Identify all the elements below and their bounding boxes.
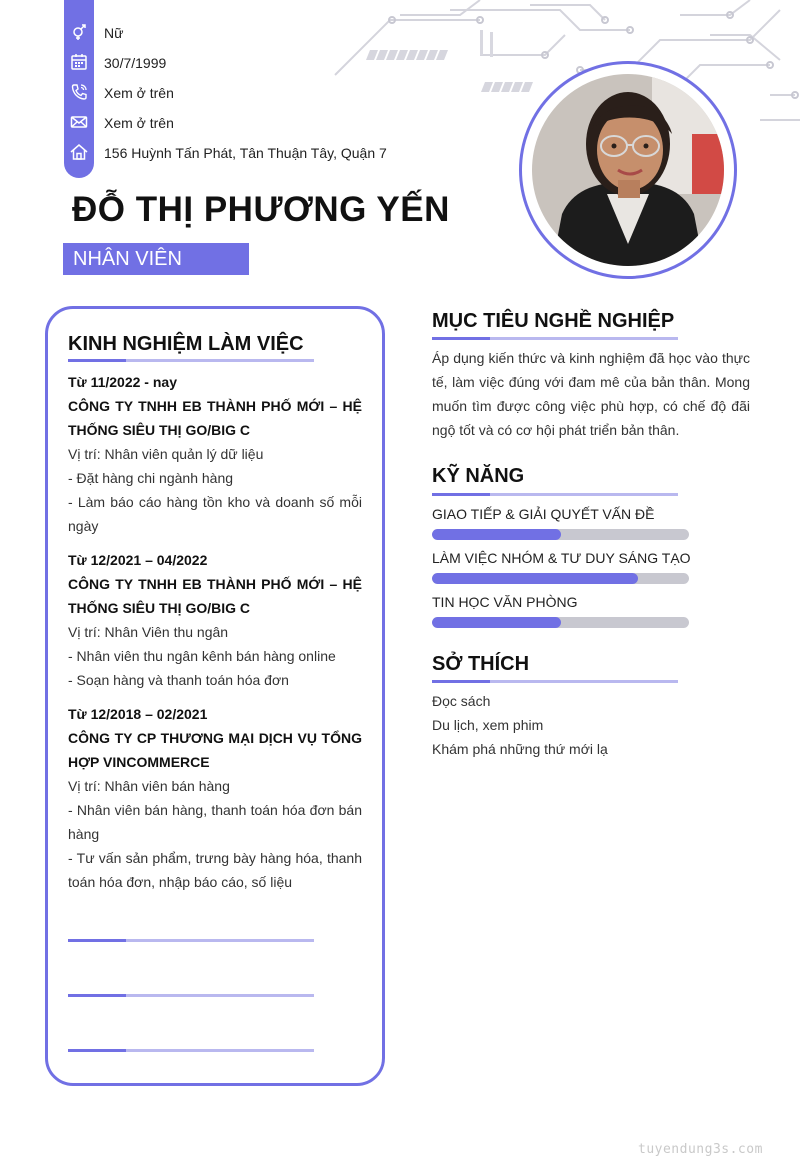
- experience-date: Từ 12/2021 – 04/2022: [68, 552, 208, 568]
- avatar: [532, 74, 724, 266]
- email-icon: [69, 112, 89, 132]
- experience-underline: [68, 359, 314, 362]
- experience-date: Từ 12/2018 – 02/2021: [68, 706, 208, 722]
- objective-text: Áp dụng kiến thức và kinh nghiệm đã học vào thực tế, làm việc đúng với đam mê của bản thân. Mong muốn tìm được công việc phù hợp, có chế độ đãi ngộ tốt và có cơ hội phát triển bản thân.: [432, 350, 750, 438]
- watermark: tuyendung3s.com: [638, 1142, 763, 1157]
- skill-label: LÀM VIỆC NHÓM & TƯ DUY SÁNG TẠO: [432, 550, 691, 566]
- contact-address: 156 Huỳnh Tấn Phát, Tân Thuận Tây, Quận 7: [104, 145, 387, 161]
- experience-item: [68, 702, 362, 894]
- hobbies-heading: SỞ THÍCH: [432, 653, 530, 675]
- home-icon: [69, 142, 89, 162]
- experience-company: CÔNG TY CP THƯƠNG MẠI DỊCH VỤ TỔNG HỢP VINCOMMERCE: [68, 730, 362, 770]
- skill-bar-fill: [432, 529, 561, 540]
- job-title-badge: [63, 243, 249, 275]
- empty-section-divider: [68, 994, 314, 997]
- hobbies-underline: [432, 680, 678, 683]
- contact-gender: Nữ: [104, 25, 124, 41]
- contact-bar: [64, 0, 94, 178]
- hobby-item: Du lịch, xem phim: [432, 717, 544, 733]
- skill-bar-fill: [432, 573, 638, 584]
- empty-section-divider: [68, 939, 314, 942]
- job-title: NHÂN VIÊN: [73, 248, 182, 270]
- hobby-item: Đọc sách: [432, 693, 491, 709]
- objective-underline: [432, 337, 678, 340]
- experience-line: - Tư vấn sản phẩm, trưng bày hàng hóa, thanh toán hóa đơn, nhập báo cáo, số liệu: [68, 850, 362, 890]
- avatar-illustration: [532, 74, 724, 266]
- experience-company: CÔNG TY TNHH EB THÀNH PHỐ MỚI – HỆ THỐNG SIÊU THỊ GO/BIG C: [68, 398, 362, 438]
- experience-line: - Nhân viên thu ngân kênh bán hàng online: [68, 648, 336, 664]
- gender-icon: [69, 22, 89, 42]
- candidate-name: ĐỖ THỊ PHƯƠNG YẾN: [72, 190, 450, 229]
- experience-company: CÔNG TY TNHH EB THÀNH PHỐ MỚI – HỆ THỐNG SIÊU THỊ GO/BIG C: [68, 576, 362, 616]
- experience-heading: KINH NGHIỆM LÀM VIỆC: [68, 333, 304, 355]
- empty-section-divider: [68, 1049, 314, 1052]
- calendar-icon: [69, 52, 89, 72]
- skills-underline: [432, 493, 678, 496]
- objective-heading: MỤC TIÊU NGHỀ NGHIỆP: [432, 310, 675, 332]
- skill-bar: [432, 617, 689, 628]
- experience-line: Vị trí: Nhân Viên thu ngân: [68, 624, 229, 640]
- experience-line: - Soạn hàng và thanh toán hóa đơn: [68, 672, 289, 688]
- skill-label: GIAO TIẾP & GIẢI QUYẾT VẤN ĐỀ: [432, 506, 655, 522]
- skill-bar: [432, 529, 689, 540]
- skill-bar-fill: [432, 617, 561, 628]
- skill-bar: [432, 573, 689, 584]
- hobby-item: Khám phá những thứ mới lạ: [432, 741, 608, 757]
- experience-list: [68, 370, 362, 904]
- experience-line: - Đặt hàng chi ngành hàng: [68, 470, 234, 486]
- experience-line: Vị trí: Nhân viên bán hàng: [68, 778, 230, 794]
- contact-phone: Xem ở trên: [104, 85, 174, 101]
- experience-date: Từ 11/2022 - nay: [68, 374, 177, 390]
- experience-item: [68, 370, 362, 538]
- experience-line: Vị trí: Nhân viên quản lý dữ liệu: [68, 446, 264, 462]
- contact-birthdate: 30/7/1999: [104, 55, 167, 71]
- skills-heading: KỸ NĂNG: [432, 465, 525, 487]
- experience-item: [68, 548, 362, 692]
- contact-email: Xem ở trên: [104, 115, 174, 131]
- experience-line: - Nhân viên bán hàng, thanh toán hóa đơn bán hàng: [68, 802, 362, 842]
- experience-line: - Làm báo cáo hàng tồn kho và doanh số mỗi ngày: [68, 494, 362, 534]
- skill-label: TIN HỌC VĂN PHÒNG: [432, 594, 578, 610]
- phone-icon: [69, 82, 89, 102]
